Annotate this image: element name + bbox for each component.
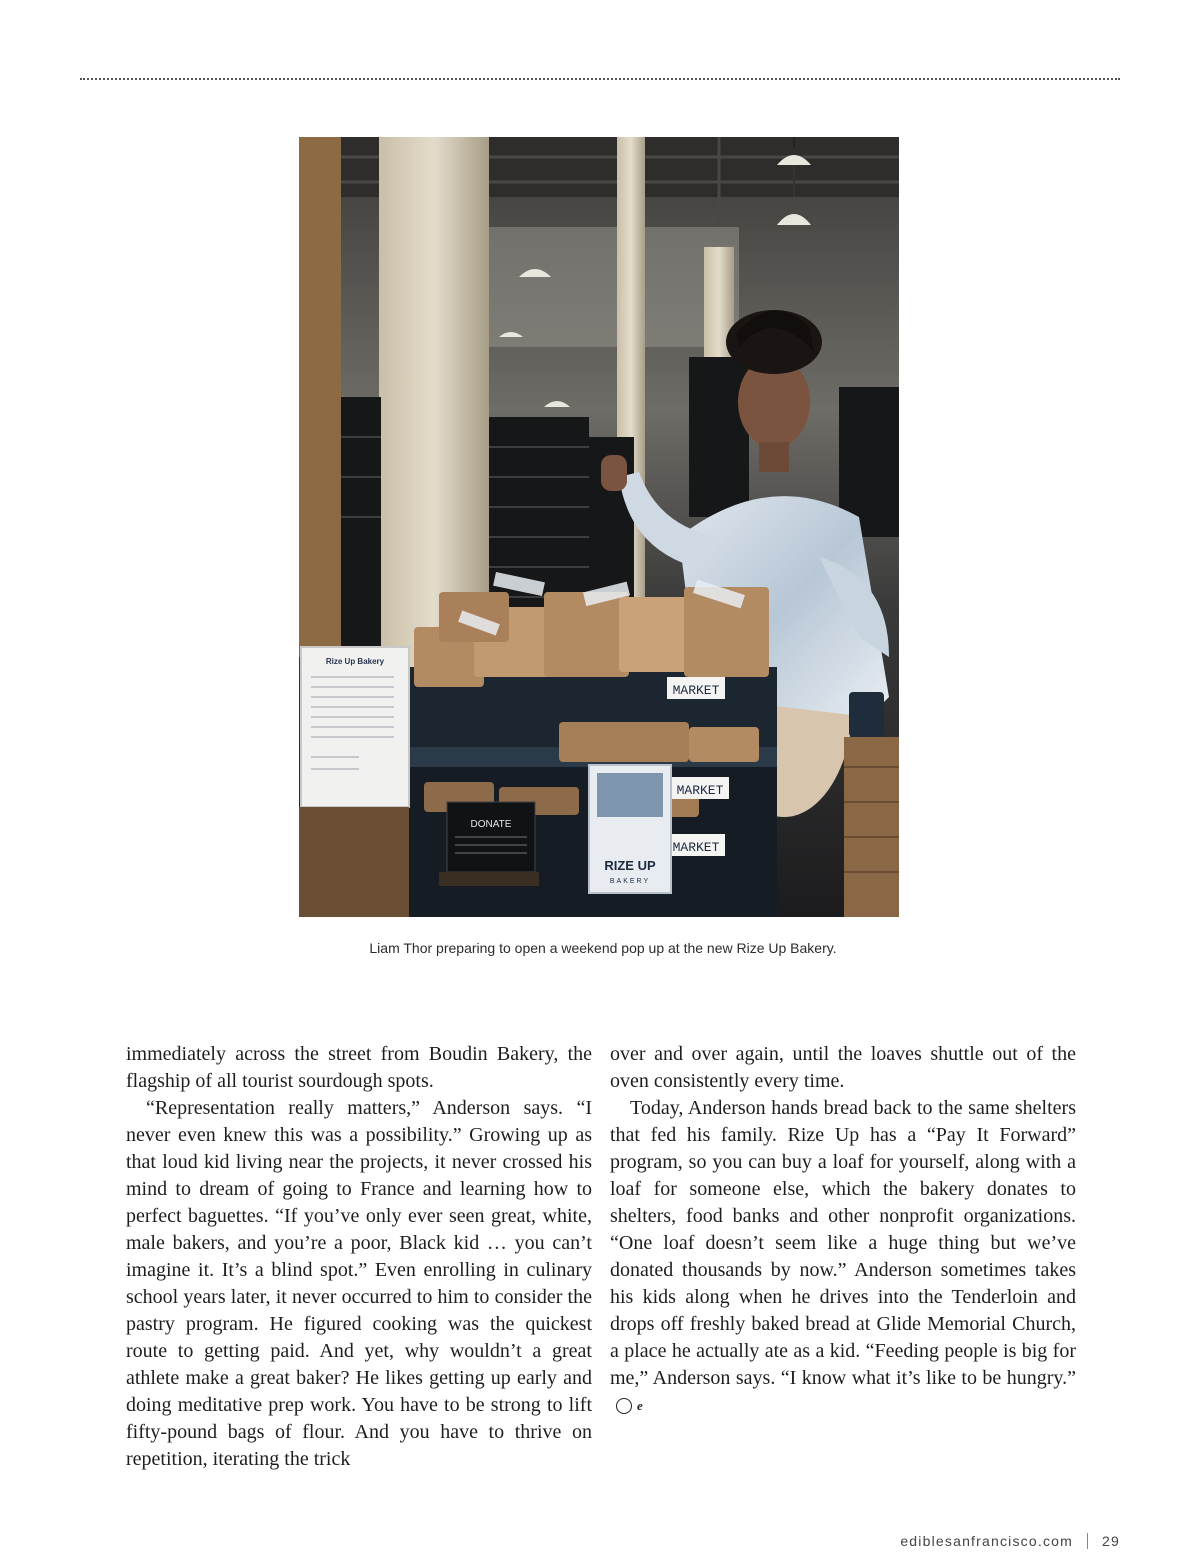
photo-caption: Liam Thor preparing to open a weekend pop up at the new Rize Up Bakery. <box>369 940 837 956</box>
page-number: 29 <box>1102 1533 1120 1549</box>
article-paragraph: “Representation really matters,” Anderson says. “I never even knew this was a possibility.” Growing up as that loud kid living near the projects, it never crossed his mind to dream of going to France and learning how to perfect baguettes. “If you’ve only ever seen great, white, male bakers, and you’re a poor, Black kid … you can’t imagine it. It’s a blind spot.” Even enrolling in culinary school years later, it never occurred to him to consider the pastry program. He figured cooking was the quickest route to getting paid. And yet, why wouldn’t a great athlete make a great baker? He likes getting up early and doing meditative prep work. You have to be strong to lift fifty-pound bags of flour. And you have to thrive on repetition, iterating the trick <box>126 1097 592 1470</box>
crate-label-market-1: MARKET <box>672 683 720 698</box>
footer-divider <box>1087 1533 1088 1549</box>
footer-site-url[interactable]: ediblesanfrancisco.com <box>900 1533 1074 1549</box>
feature-photo <box>299 137 899 917</box>
top-dotted-rule <box>80 78 1120 80</box>
logo-sign-subtext: BAKERY <box>609 878 651 885</box>
article-paragraph: over and over again, until the loaves shuttle out of the oven consistently every time. <box>610 1043 1076 1092</box>
menu-sign-title: Rize Up Bakery <box>325 657 385 666</box>
article-column-right <box>610 1041 1076 1419</box>
end-mark-icon: e <box>616 1398 632 1414</box>
page-footer <box>900 1533 1120 1549</box>
logo-sign-text: RIZE UP <box>604 858 656 873</box>
article-paragraph-text: Today, Anderson hands bread back to the same shelters that fed his family. Rize Up has a “Pay It Forward” program, so you can buy a loaf for yourself, along with a loaf for someone else, which the bakery donates to shelters, food banks and other nonprofit organizations. “One loaf doesn’t seem like a huge thing but we’ve donated thousands by now.” Anderson sometimes takes his kids along when he drives into the Tenderloin and drops off freshly baked bread at Glide Memorial Church, a place he actually ate as a kid. “Feeding people is big for me,” Anderson says. “I know what it’s like to be hungry.” <box>610 1097 1076 1389</box>
article-paragraph-last <box>610 1095 1076 1419</box>
crate-label-market-3: MARKET <box>672 840 720 855</box>
article-column-left <box>126 1041 592 1473</box>
donate-sign-text: DONATE <box>470 819 512 830</box>
article-paragraph: immediately across the street from Boudin Bakery, the flagship of all tourist sourdough spots. <box>126 1043 592 1092</box>
crate-label-market-2: MARKET <box>676 783 724 798</box>
